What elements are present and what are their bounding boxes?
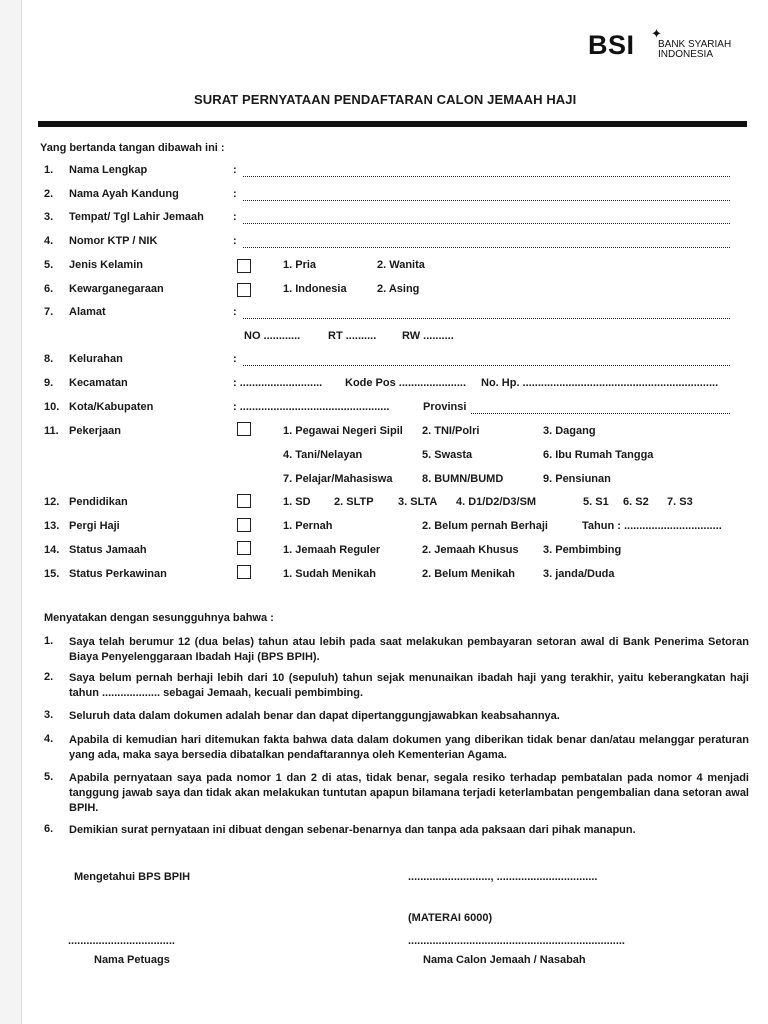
colon: : xyxy=(233,306,237,318)
colon: : xyxy=(233,353,237,365)
applicant-name-label: Nama Calon Jemaah / Nasabah xyxy=(423,954,586,966)
pergi-haji-checkbox[interactable] xyxy=(237,518,251,532)
colon: : xyxy=(233,235,237,247)
pendidikan-checkbox[interactable] xyxy=(237,494,251,508)
field-label-nama-ayah: Nama Ayah Kandung xyxy=(69,188,179,200)
field-label-kota: Kota/Kabupaten xyxy=(69,401,154,413)
option-belum-menikah: 2. Belum Menikah xyxy=(422,568,515,580)
field-label-pekerjaan: Pekerjaan xyxy=(69,425,121,437)
field-label-nama-lengkap: Nama Lengkap xyxy=(69,164,148,176)
option-pria: 1. Pria xyxy=(283,259,317,271)
title-divider xyxy=(38,121,747,127)
officer-signature-line[interactable]: ................................... xyxy=(68,935,175,947)
kota-input[interactable]: : ................................................. xyxy=(233,401,390,413)
alamat-rw[interactable]: RW .......... xyxy=(402,330,454,342)
option-sltp: 2. SLTP xyxy=(334,496,374,508)
option-s3: 7. S3 xyxy=(667,496,693,508)
declaration-2: Saya belum pernah berhaji lebih dari 10 (sepuluh) tahun sejak menunaikan ibadah haji yang terakhir, yaitu keberangkatan haji tahun ................... sebagai Jemaah, kecuali pembimbing. xyxy=(69,672,749,699)
option-pelajar: 7. Pelajar/Mahasiswa xyxy=(283,473,393,485)
option-pns: 1. Pegawai Negeri Sipil xyxy=(283,425,403,437)
colon: : xyxy=(233,164,237,176)
option-pembimbing: 3. Pembimbing xyxy=(543,544,622,556)
option-pernah: 1. Pernah xyxy=(283,520,333,532)
nik-input-line[interactable] xyxy=(243,247,730,248)
option-reguler: 1. Jemaah Reguler xyxy=(283,544,381,556)
nama-lengkap-input-line[interactable] xyxy=(243,176,730,177)
status-jamaah-checkbox[interactable] xyxy=(237,541,251,555)
field-label-kelurahan: Kelurahan xyxy=(69,353,123,365)
declaration-number: 2. xyxy=(44,671,54,683)
option-tani: 4. Tani/Nelayan xyxy=(283,449,363,461)
option-khusus: 2. Jemaah Khusus xyxy=(422,544,519,556)
field-number: 1. xyxy=(44,164,54,176)
kelurahan-input-line[interactable] xyxy=(243,365,730,366)
field-label-alamat: Alamat xyxy=(69,306,106,318)
bank-name-line1: BANK SYARIAH xyxy=(658,39,732,50)
field-number: 8. xyxy=(44,353,54,365)
declaration-1: Saya telah berumur 12 (dua belas) tahun atau lebih pada saat melakukan pembayaran setoran awal di Bank Penerima Setoran Biaya Penyelenggaraan Ibadah Haji (BPS BPIH). xyxy=(69,636,749,663)
nama-ayah-input-line[interactable] xyxy=(243,200,730,201)
option-janda-duda: 3. janda/Duda xyxy=(543,568,615,580)
declaration-number: 3. xyxy=(44,709,54,721)
field-label-kecamatan: Kecamatan xyxy=(69,377,128,389)
colon: : xyxy=(233,211,237,223)
field-label-kewarganegaraan: Kewarganegaraan xyxy=(69,283,164,295)
field-label-status-jamaah: Status Jamaah xyxy=(69,544,147,556)
no-hp-input[interactable]: No. Hp. ................................................................ xyxy=(481,377,719,389)
field-label-pendidikan: Pendidikan xyxy=(69,496,128,508)
declaration-6: Demikian surat pernyataan ini dibuat dengan sebenar-benarnya dan tanpa ada paksaan dari pihak manapun. xyxy=(69,824,636,836)
declaration-number: 4. xyxy=(44,733,54,745)
ttl-input-line[interactable] xyxy=(243,223,730,224)
applicant-signature-line[interactable]: ....................................................................... xyxy=(408,935,625,947)
option-pensiunan: 9. Pensiunan xyxy=(543,473,611,485)
option-diploma: 4. D1/D2/D3/SM xyxy=(456,496,537,508)
option-dagang: 3. Dagang xyxy=(543,425,596,437)
field-label-jenis-kelamin: Jenis Kelamin xyxy=(69,259,143,271)
field-label-status-perkawinan: Status Perkawinan xyxy=(69,568,167,580)
field-number: 4. xyxy=(44,235,54,247)
field-number: 15. xyxy=(44,568,60,580)
mengetahui-label: Mengetahui BPS BPIH xyxy=(74,871,191,883)
field-number: 6. xyxy=(44,283,54,295)
kewarganegaraan-checkbox[interactable] xyxy=(237,283,251,297)
bank-name-line2: INDONESIA xyxy=(658,49,714,60)
field-number: 12. xyxy=(44,496,60,508)
option-s2: 6. S2 xyxy=(623,496,649,508)
tahun-haji-input[interactable]: Tahun : ................................ xyxy=(582,520,722,532)
field-label-pergi-haji: Pergi Haji xyxy=(69,520,120,532)
pekerjaan-checkbox[interactable] xyxy=(237,422,251,436)
field-number: 9. xyxy=(44,377,54,389)
field-label-nik: Nomor KTP / NIK xyxy=(69,235,158,247)
declaration-intro: Menyatakan dengan sesungguhnya bahwa : xyxy=(44,612,274,624)
declaration-4: Apabila di kemudian hari ditemukan fakta bahwa data dalam dokumen yang diberikan tidak benar dan/atau melanggar peraturan yang ada, maka saya bersedia dibatalkan pendaftarannya oleh Kementerian Agama. xyxy=(69,734,749,761)
jenis-kelamin-checkbox[interactable] xyxy=(237,259,251,273)
field-number: 5. xyxy=(44,259,54,271)
field-number: 11. xyxy=(44,425,59,437)
form-title: SURAT PERNYATAAN PENDAFTARAN CALON JEMAAH HAJI xyxy=(194,92,577,107)
field-number: 7. xyxy=(44,306,54,318)
field-number: 2. xyxy=(44,188,54,200)
intro-text: Yang bertanda tangan dibawah ini : xyxy=(40,142,225,154)
alamat-input-line[interactable] xyxy=(243,318,730,319)
field-number: 10. xyxy=(44,401,60,413)
option-slta: 3. SLTA xyxy=(398,496,438,508)
field-number: 14. xyxy=(44,544,60,556)
field-number: 3. xyxy=(44,211,54,223)
option-sd: 1. SD xyxy=(283,496,311,508)
option-indonesia: 1. Indonesia xyxy=(283,283,347,295)
option-swasta: 5. Swasta xyxy=(422,449,473,461)
provinsi-label: Provinsi xyxy=(423,401,467,413)
bsi-logo: BSI xyxy=(588,30,635,60)
form-page xyxy=(22,0,768,1024)
option-bumn: 8. BUMN/BUMD xyxy=(422,473,504,485)
materai-label: (MATERAI 6000) xyxy=(408,912,493,924)
status-perkawinan-checkbox[interactable] xyxy=(237,565,251,579)
option-tni: 2. TNI/Polri xyxy=(422,425,480,437)
bank-name xyxy=(658,40,731,60)
colon: : xyxy=(233,188,237,200)
option-sudah-menikah: 1. Sudah Menikah xyxy=(283,568,376,580)
place-date-input[interactable]: ..........................., ................................. xyxy=(408,871,598,883)
option-irt: 6. Ibu Rumah Tangga xyxy=(543,449,654,461)
declaration-number: 6. xyxy=(44,823,54,835)
alamat-rt[interactable]: RT .......... xyxy=(328,330,377,342)
declaration-number: 1. xyxy=(44,635,54,647)
star-icon: ✦ xyxy=(651,26,662,41)
option-asing: 2. Asing xyxy=(377,283,420,295)
officer-name-label: Nama Petuags xyxy=(94,954,170,966)
field-number: 13. xyxy=(44,520,60,532)
kode-pos-input[interactable]: Kode Pos ...................... xyxy=(345,377,467,389)
kecamatan-input[interactable]: : ........................... xyxy=(233,377,323,389)
declaration-5: Apabila pernyataan saya pada nomor 1 dan 2 di atas, tidak benar, segala resiko terhadap pembatalan pada nomor 4 menjadi tanggung jawab saya dan tidak akan melakukan tuntutan apapun bilamana terjadi keterlambatan pengembalian dana setoran awal BPIH. xyxy=(69,772,749,814)
alamat-no[interactable]: NO ............ xyxy=(244,330,301,342)
option-wanita: 2. Wanita xyxy=(377,259,425,271)
declaration-number: 5. xyxy=(44,771,54,783)
option-s1: 5. S1 xyxy=(583,496,609,508)
option-belum-pernah: 2. Belum pernah Berhaji xyxy=(422,520,548,532)
field-label-ttl: Tempat/ Tgl Lahir Jemaah xyxy=(69,211,204,223)
declaration-3: Seluruh data dalam dokumen adalah benar dan dapat dipertanggungjawabkan keabsahannya. xyxy=(69,710,560,722)
provinsi-input-line[interactable] xyxy=(471,413,730,414)
